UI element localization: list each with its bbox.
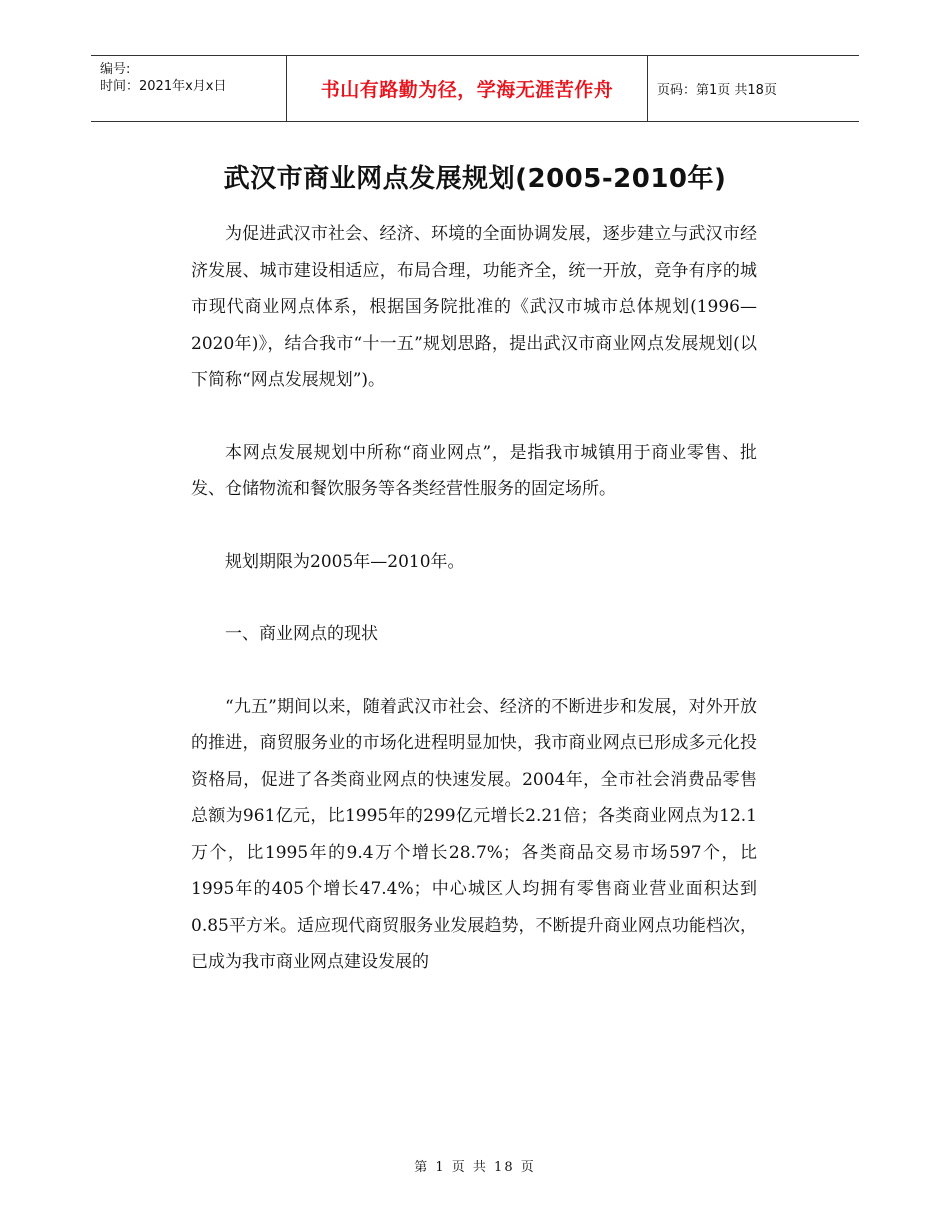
page-footer: 第 1 页 共 18 页: [414, 1160, 536, 1175]
body-paragraph: 为促进武汉市社会、经济、环境的全面协调发展，逐步建立与武汉市经济发展、城市建设相适应，布局合理，功能齐全，统一开放，竞争有序的城市现代商业网点体系，根据国务院批准的《武汉市城市总体规划(1996—2020年)》，结合我市“十一五”规划思路，提出武汉市商业网点发展规划(以下简称“网点发展规划”)。: [191, 224, 757, 390]
document-time-label: 时间：2021年x月x日: [100, 79, 227, 94]
page-header: [91, 55, 859, 122]
document-number-label: 编号:: [100, 62, 131, 77]
body-paragraph: 规划期限为2005年—2010年。: [225, 551, 465, 572]
header-page-number: 页码：第1页 共18页: [657, 83, 777, 98]
header-meta: [100, 61, 226, 95]
section-heading: 一、商业网点的现状: [225, 624, 378, 644]
body-paragraph: “九五”期间以来，随着武汉市社会、经济的不断进步和发展，对外开放的推进，商贸服务业的市场化进程明显加快，我市商业网点已形成多元化投资格局，促进了各类商业网点的快速发展。2004年，全市社会消费品零售总额为961亿元，比1995年的299亿元增长2.21倍；各类商业网点为12.1万个，比1995年的9.4万个增长28.7%；各类商品交易市场597个，比1995年的405个增长47.4%；中心城区人均拥有零售商业营业面积达到0.85平方米。适应现代商贸服务业发展趋势，不断提升商业网点功能档次，已成为我市商业网点建设发展的: [191, 696, 757, 972]
header-motto-cell: [286, 56, 648, 121]
document-title: 武汉市商业网点发展规划(2005-2010年): [223, 164, 727, 194]
document-body: [191, 216, 757, 981]
header-motto: 书山有路勤为径，学海无涯苦作舟: [320, 79, 614, 101]
header-page-cell: [657, 56, 777, 121]
body-paragraph: 本网点发展规划中所称“商业网点”，是指我市城镇用于商业零售、批发、仓储物流和餐饮服务等各类经营性服务的固定场所。: [191, 442, 757, 499]
